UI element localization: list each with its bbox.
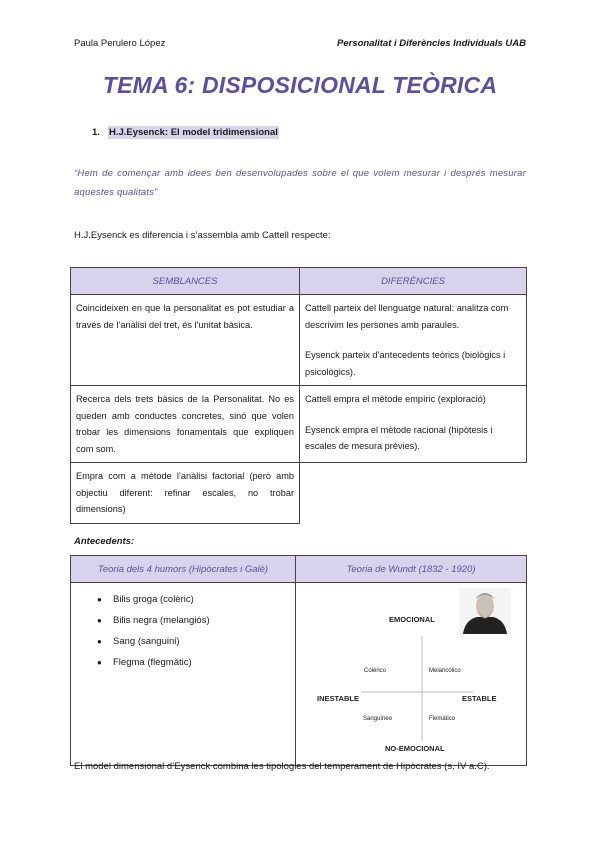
cell-text: Coincideixen en que la personalitat es pot estudiar a través de l’anàlisi del tret, és l’unitat bàsica. bbox=[76, 303, 294, 330]
difference-cell bbox=[300, 386, 527, 463]
wundt-cell bbox=[296, 583, 527, 766]
header-course: Personalitat i Diferències Individuals UAB bbox=[337, 38, 526, 49]
list-item: ● Bilis negra (melangiós) bbox=[97, 610, 295, 631]
footer-text: El model dimensional d’Eysenck combina les tipologies del temperament de Hipòcrates (s. IV a.C). bbox=[74, 761, 490, 772]
section-number: 1. bbox=[92, 127, 100, 138]
cell-text: Cattell parteix del llenguatge natural: analitza com descrivim les persones amb paraules. bbox=[305, 303, 509, 330]
wundt-portrait-icon bbox=[459, 588, 511, 634]
empty-cell bbox=[300, 463, 527, 524]
table-row bbox=[71, 463, 527, 524]
difference-cell bbox=[300, 295, 527, 386]
label-no-emocional: NO-EMOCIONAL bbox=[385, 744, 445, 753]
cell-text: Eysenck empra el mètode racional (hipòtesis i escales de mesura prèvies). bbox=[305, 424, 493, 451]
table-row bbox=[71, 386, 527, 463]
section-label: H.J.Eysenck: El model tridimensional bbox=[108, 127, 278, 138]
cell-text: Empra com a mètode l’anàlisi factorial (però amb objectiu diferent: refinar escales, no trobar dimensions) bbox=[76, 471, 294, 514]
antecedents-label: Antecedents: bbox=[74, 536, 135, 547]
table-header-row bbox=[71, 556, 527, 583]
table-row bbox=[71, 583, 527, 766]
list-item: ● Bilis groga (colèric) bbox=[97, 589, 295, 610]
wundt-diagram bbox=[297, 584, 525, 760]
antecedents-table bbox=[70, 555, 527, 766]
header-diferencies: DIFERÈNCIES bbox=[300, 268, 527, 295]
label-colerico: Colérico bbox=[364, 668, 387, 674]
header-author: Paula Perulero López bbox=[74, 38, 166, 49]
cell-text: Eysenck parteix d’antecedents teòrics (biològics i psicològics). bbox=[305, 350, 506, 377]
eysenck-quote: “Hem de començar amb idees ben desenvolupades sobre el que volem mesurar i després mesurar aquestes qualitats” bbox=[74, 168, 526, 198]
label-inestable: INESTABLE bbox=[317, 694, 359, 703]
list-item: ● Flegma (flegmàtic) bbox=[97, 652, 295, 673]
label-estable: ESTABLE bbox=[462, 694, 497, 703]
semblance-cell bbox=[71, 295, 300, 386]
label-emocional: EMOCIONAL bbox=[389, 615, 435, 624]
list-item: ● Sang (sanguini) bbox=[97, 631, 295, 652]
semblance-cell bbox=[71, 463, 300, 524]
cell-text: Recerca dels trets bàsics de la Personalitat. No es queden amb conductes concretes, sinó que volen trobar les dimensions fonamentals que expliquen com som. bbox=[76, 394, 294, 454]
label-sanguineo: Sanguíneo bbox=[363, 716, 393, 722]
section-heading bbox=[92, 127, 279, 138]
humors-cell bbox=[71, 583, 296, 766]
header-semblances: SEMBLANCES bbox=[71, 268, 300, 295]
comparison-table bbox=[70, 267, 527, 524]
label-melancolico: Melancólico bbox=[429, 668, 461, 674]
semblance-cell bbox=[71, 386, 300, 463]
humors-list bbox=[71, 589, 295, 673]
page-title: TEMA 6: DISPOSICIONAL TEÒRICA bbox=[102, 72, 498, 98]
header-wundt: Teoria de Wundt (1832 - 1920) bbox=[296, 556, 527, 583]
table-row bbox=[71, 295, 527, 386]
table-header-row bbox=[71, 268, 527, 295]
cell-text: Cattell empra el mètode empíric (exploració) bbox=[305, 394, 486, 404]
intro-text: H.J.Eysenck es diferencia i s’assembla amb Cattell respecte: bbox=[74, 230, 331, 241]
header-humors: Teoria dels 4 humors (Hipòcrates i Galè) bbox=[71, 556, 296, 583]
label-flematico: Flemático bbox=[429, 716, 456, 722]
